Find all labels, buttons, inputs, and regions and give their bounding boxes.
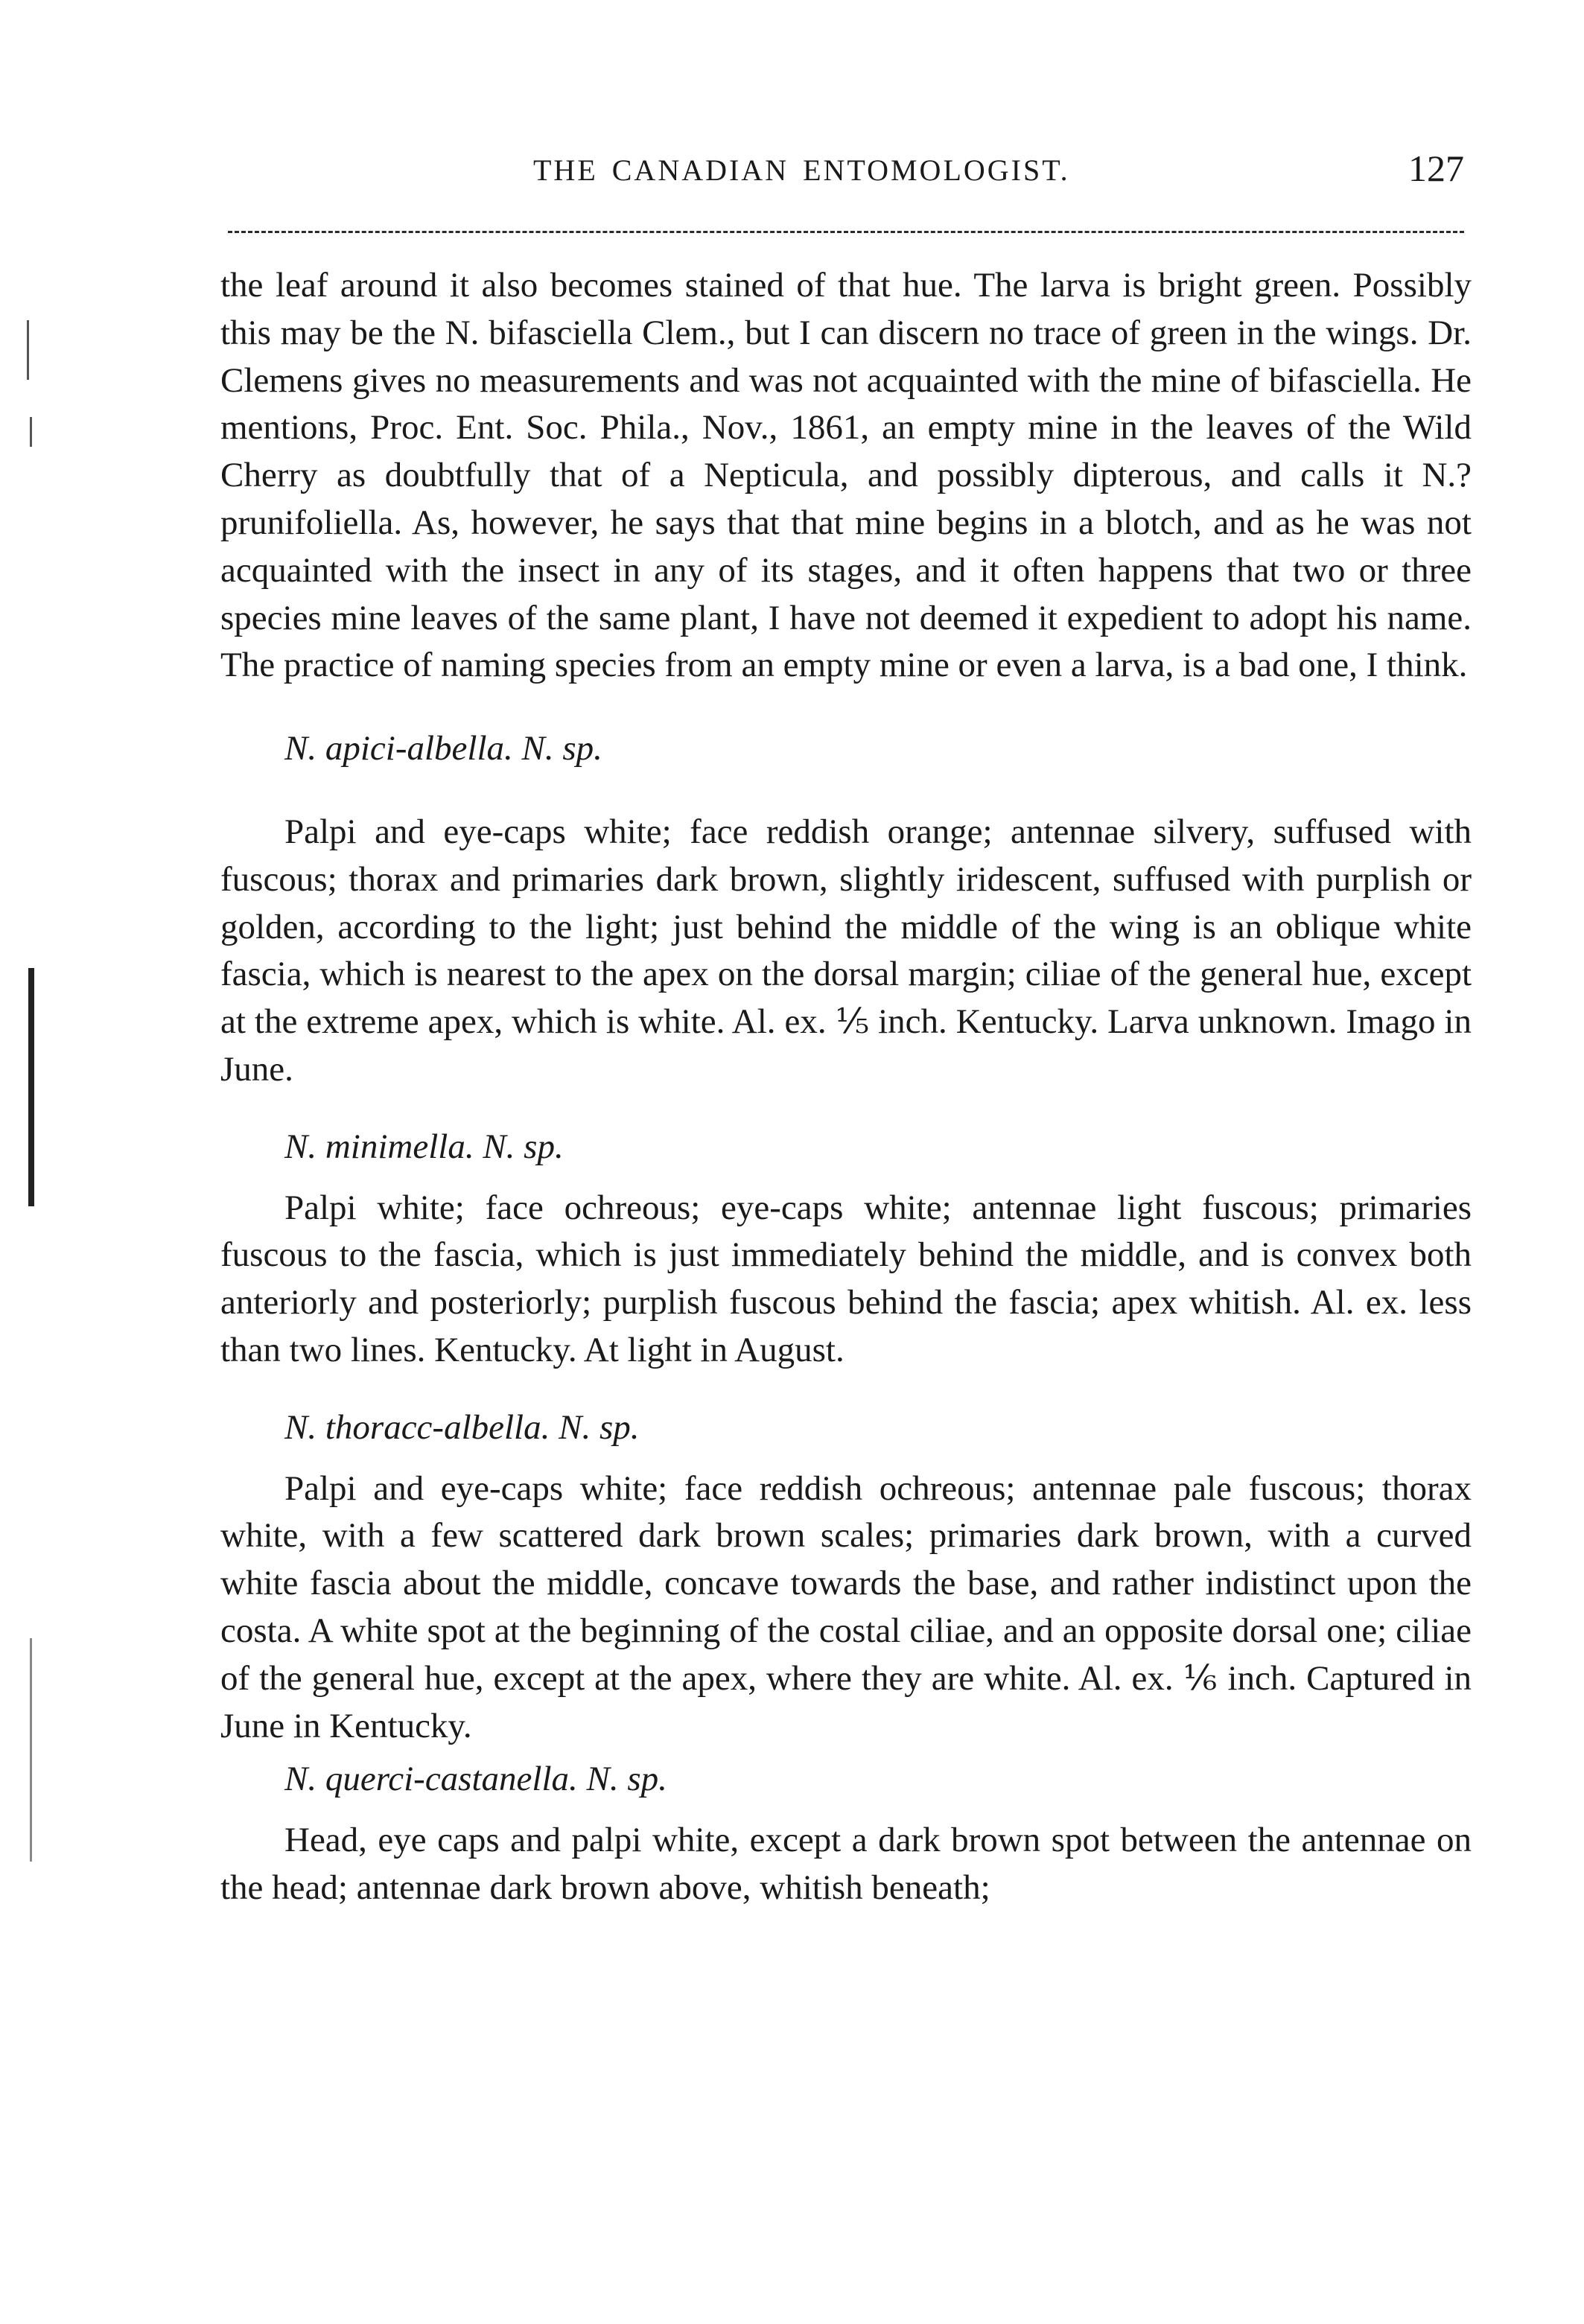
species-description: Palpi white; face ochreous; eye-caps white; antennae light fuscous; primaries fuscous to the fascia, which is just immediately behind the middle, and is convex both anteriorly and posteriorly; purplish fuscous behind the fascia; apex whitish. Al. ex. less than two lines. Kentucky. At light in August.	[220, 1188, 1472, 1369]
page-header	[228, 147, 1479, 197]
species-heading: N. thoracc-albella. N. sp.	[284, 1407, 640, 1447]
species-heading: N. apici-albella. N. sp.	[284, 729, 602, 768]
species-description: Head, eye caps and palpi white, except a dark brown spot between the antennae on the head; antennae dark brown above, whitish beneath;	[220, 1821, 1472, 1907]
running-head: THE CANADIAN ENTOMOLOGIST.	[533, 153, 1070, 187]
species-heading: N. querci-castanella. N. sp.	[284, 1760, 667, 1799]
page-body	[220, 262, 1472, 1912]
species-description: Palpi and eye-caps white; face reddish ochreous; antennae pale fuscous; thorax white, with a few scattered dark brown scales; primaries dark brown, with a curved white fascia about the middle, concave towards the base, and rather indistinct upon the costa. A white spot at the beginning of the costal ciliae, and an opposite dorsal one; ciliae of the general hue, except at the apex, where they are white. Al. ex. ⅙ inch. Captured in June in Kentucky.	[220, 1468, 1472, 1745]
species-description: Palpi and eye-caps white; face reddish orange; antennae silvery, suffused with fuscous; thorax and primaries dark brown, slightly iridescent, suffused with purplish or golden, according to the light; just behind the middle of the wing is an oblique white fascia, which is nearest to the apex on the dorsal margin; ciliae of the general hue, except at the extreme apex, which is white. Al. ex. ⅕ inch. Kentucky. Larva unknown. Imago in June.	[220, 812, 1472, 1089]
species-heading: N. minimella. N. sp.	[284, 1127, 564, 1166]
scan-margin-marks	[0, 0, 67, 2324]
intro-paragraph: the leaf around it also becomes stained of that hue. The larva is bright green. Possibly this may be the N. bifasciella Clem., but I can discern no trace of green in the wings. Dr. Clemens gives no measurements and was not acquainted with the mine of bifasciella. He mentions, Proc. Ent. Soc. Phila., Nov., 1861, an empty mine in the leaves of the Wild Cherry as doubtfully that of a Nepticula, and possibly dipterous, and calls it N.? prunifoliella. As, however, he says that that mine begins in a blotch, and as he was not acquainted with the insect in any of its stages, and it often happens that two or three species mine leaves of the same plant, I have not deemed it expedient to adopt his name. The practice of naming species from an empty mine or even a larva, is a bad one, I think.	[220, 266, 1472, 685]
page-number: 127	[1408, 147, 1464, 189]
header-rule	[228, 231, 1464, 233]
